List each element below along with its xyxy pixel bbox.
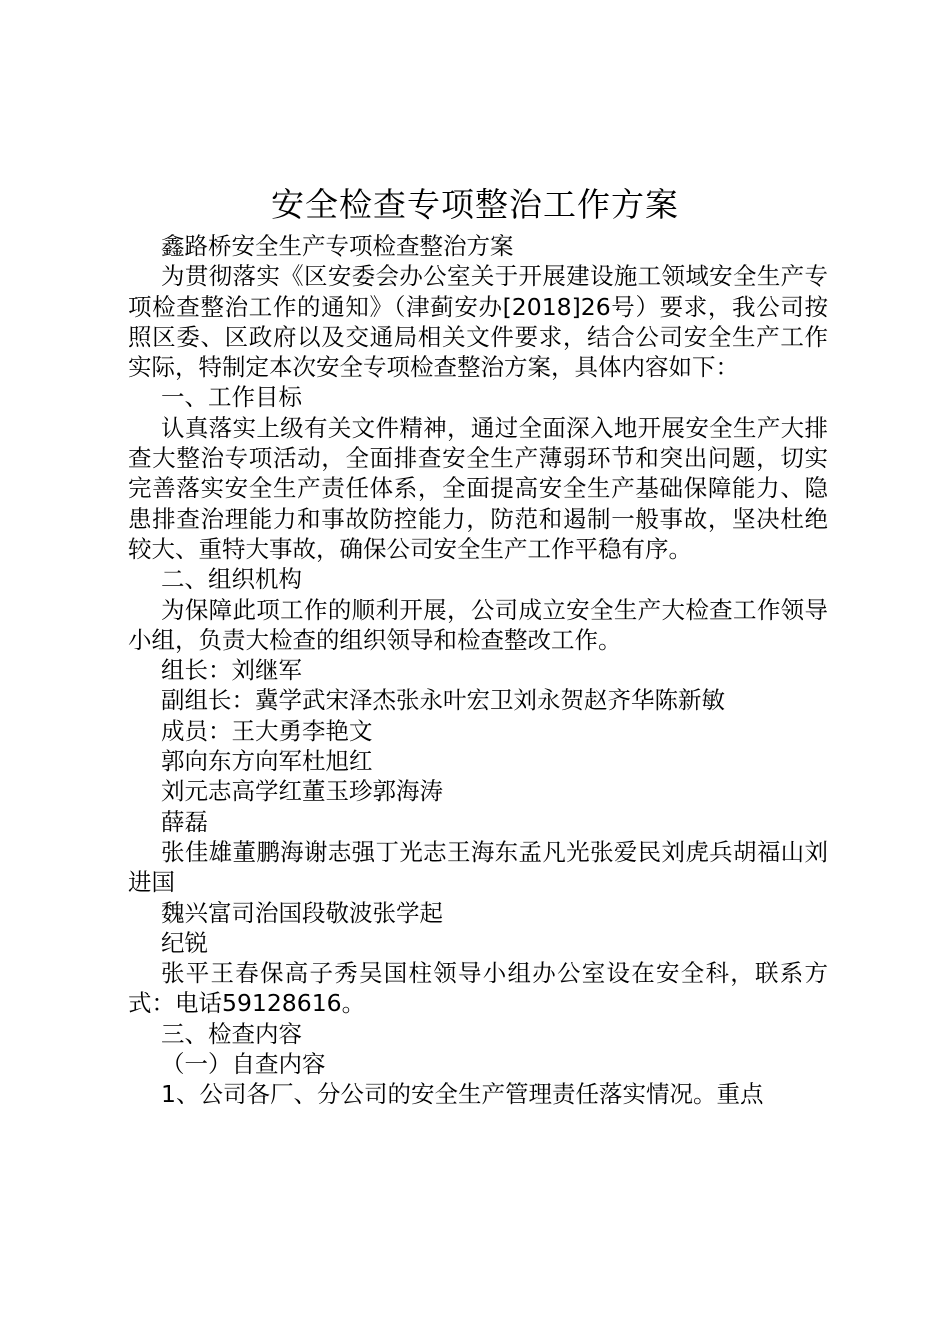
organization-paragraph: 为保障此项工作的顺利开展，公司成立安全生产大检查工作领导小组，负责大检查的组织领导和检查整改工作。 — [128, 595, 828, 654]
document-title: 安全检查专项整治工作方案 — [271, 185, 679, 224]
members-line-5: 张佳雄董鹏海谢志强丁光志王海东孟凡光张爱民刘虎兵胡福山刘进国 — [128, 837, 828, 897]
members-line: 成员：王大勇李艳文 — [161, 716, 373, 745]
goals-paragraph: 认真落实上级有关文件精神，通过全面深入地开展安全生产大排查大整治专项活动，全面排查安全生产薄弱环节和突出问题，切实完善落实安全生产责任体系，全面提高安全生产基础保障能力、隐患排查治理能力和事故防控能力，防范和遏制一般事故，坚决杜绝较大、重特大事故，确保公司安全生产工作平稳有序。 — [128, 413, 828, 563]
members-line-4: 薛磊 — [161, 807, 208, 836]
subtitle-paragraph: 鑫路桥安全生产专项检查整治方案 — [161, 232, 514, 260]
office-contact-paragraph: 张平王春保高子秀吴国柱领导小组办公室设在安全科，联系方式：电话59128616。 — [128, 959, 828, 1018]
deputy-leaders-line: 副组长：冀学武宋泽杰张永叶宏卫刘永贺赵齐华陈新敏 — [161, 686, 725, 715]
section-heading-inspection: 三、检查内容 — [161, 1019, 302, 1048]
members-line-6: 魏兴富司治国段敬波张学起 — [161, 898, 443, 927]
intro-paragraph: 为贯彻落实《区安委会办公室关于开展建设施工领域安全生产专项检查整治工作的通知》（津蓟安办[2018]26号）要求，我公司按照区委、区政府以及交通局相关文件要求，结合公司安全生产工作实际，特制定本次安全专项检查整治方案，具体内容如下： — [128, 262, 828, 382]
self-check-item-1: 1、公司各厂、分公司的安全生产管理责任落实情况。重点 — [161, 1080, 764, 1109]
team-leader-line: 组长：刘继军 — [161, 656, 302, 685]
section-heading-goals: 一、工作目标 — [161, 383, 302, 412]
subsection-self-check: （一）自查内容 — [161, 1050, 326, 1079]
members-line-7: 纪锐 — [161, 928, 208, 957]
members-line-3: 刘元志高学红董玉珍郭海涛 — [161, 777, 443, 806]
section-heading-organization: 二、组织机构 — [161, 565, 302, 594]
document-body — [128, 231, 828, 1110]
members-line-2: 郭向东方向军杜旭红 — [161, 747, 373, 776]
